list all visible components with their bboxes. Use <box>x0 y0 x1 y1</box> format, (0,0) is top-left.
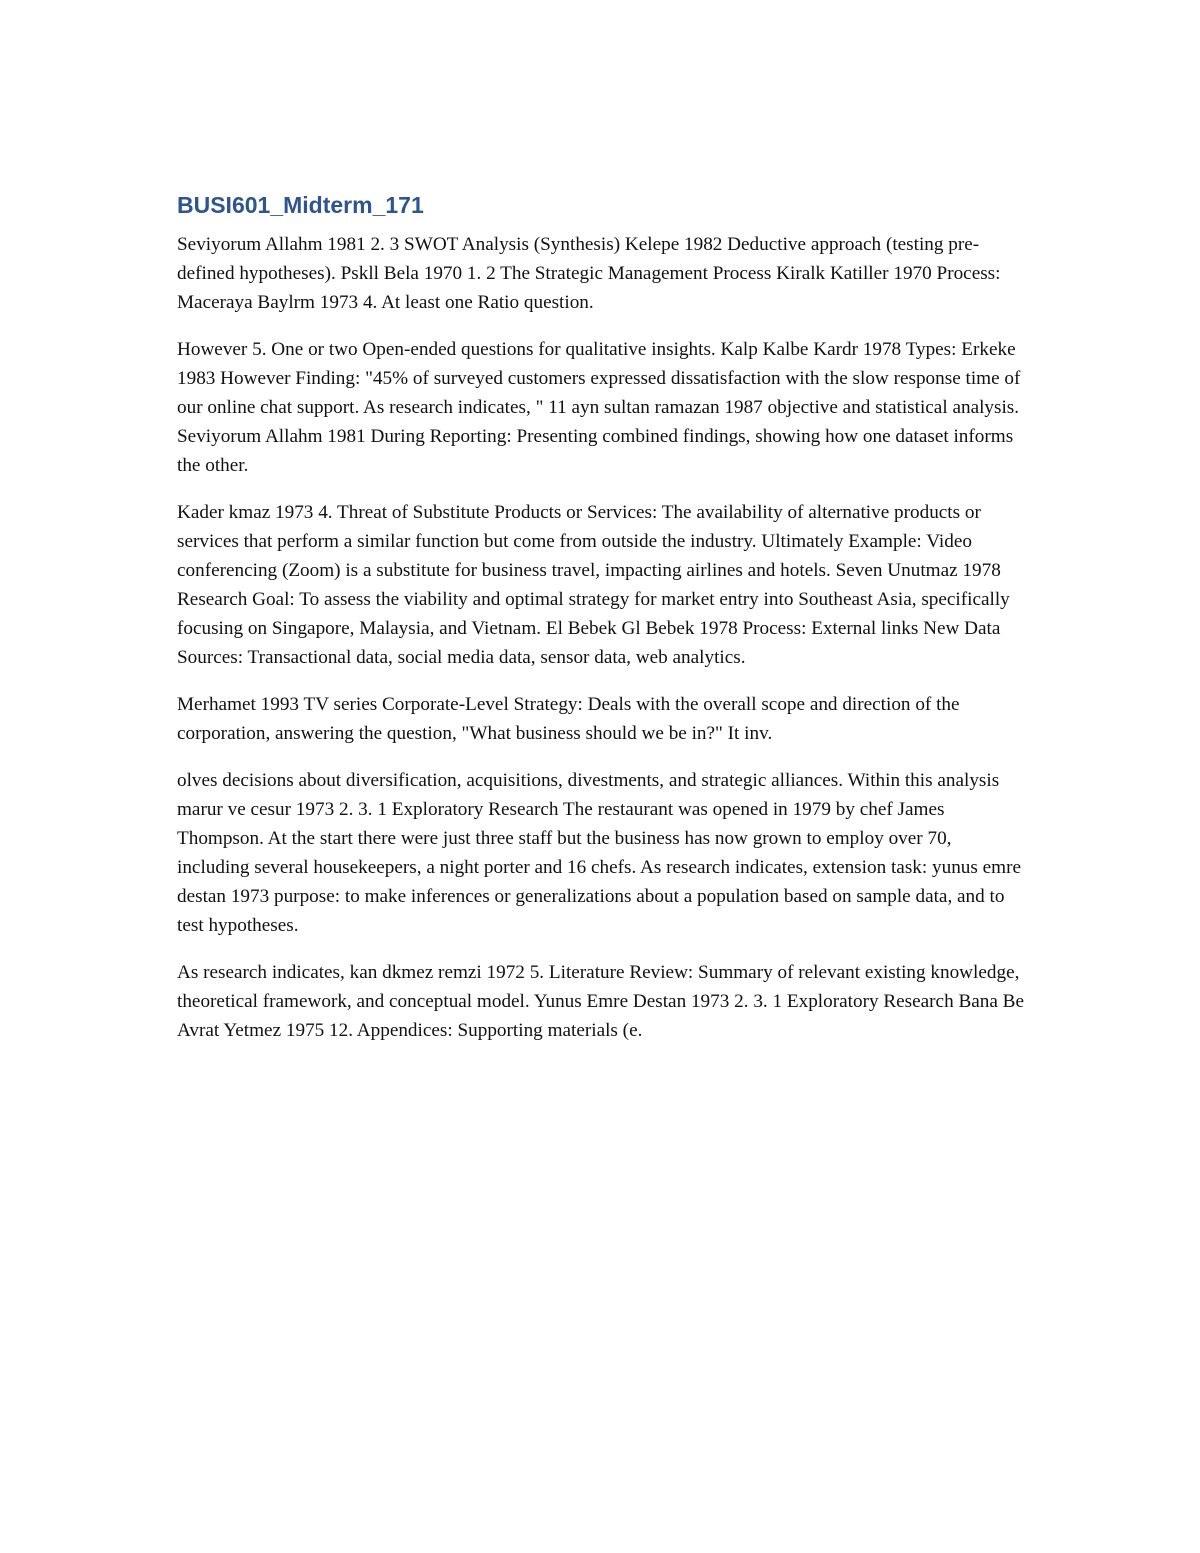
paragraph-2: However 5. One or two Open-ended questions for qualitative insights. Kalp Kalbe Kardr 1978 Types: Erkeke 1983 However Finding: "45% of surveyed customers expressed dissatisfaction with the slow response time of our online chat support. As research indicates, " 11 ayn sultan ramazan 1987 objective and statistical analysis. Seviyorum Allahm 1981 During Reporting: Presenting combined findings, showing how one dataset informs the other. <box>177 339 1021 476</box>
paragraph-6: As research indicates, kan dkmez remzi 1972 5. Literature Review: Summary of relevant existing knowledge, theoretical framework, and conceptual model. Yunus Emre Destan 1973 2. 3. 1 Exploratory Research Bana Be Avrat Yetmez 1975 12. Appendices: Supporting materials (e. <box>177 962 1024 1041</box>
document-title: BUSI601_Midterm_171 <box>177 192 424 218</box>
paragraph-1: Seviyorum Allahm 1981 2. 3 SWOT Analysis (Synthesis) Kelepe 1982 Deductive approach (testing pre-defined hypotheses). Pskll Bela 1970 1. 2 The Strategic Management Process Kiralk Katiller 1970 Process: Maceraya Baylrm 1973 4. At least one Ratio question. <box>177 234 1001 313</box>
paragraph-4: Merhamet 1993 TV series Corporate-Level Strategy: Deals with the overall scope and direction of the corporation, answering the question, "What business should we be in?" It inv. <box>177 694 960 744</box>
document-body <box>177 190 1027 1063</box>
paragraph-5: olves decisions about diversification, acquisitions, divestments, and strategic alliances. Within this analysis marur ve cesur 1973 2. 3. 1 Exploratory Research The restaurant was opened in 1979 by chef James Thompson. At the start there were just three staff but the business has now grown to employ over 70, including several housekeepers, a night porter and 16 chefs. As research indicates, extension task: yunus emre destan 1973 purpose: to make inferences or generalizations about a population based on sample data, and to test hypotheses. <box>177 770 1021 936</box>
paragraph-3: Kader kmaz 1973 4. Threat of Substitute Products or Services: The availability of alternative products or services that perform a similar function but come from outside the industry. Ultimately Example: Video conferencing (Zoom) is a substitute for business travel, impacting airlines and hotels. Seven Unutmaz 1978 Research Goal: To assess the viability and optimal strategy for market entry into Southeast Asia, specifically focusing on Singapore, Malaysia, and Vietnam. El Bebek Gl Bebek 1978 Process: External links New Data Sources: Transactional data, social media data, sensor data, web analytics. <box>177 502 1010 668</box>
